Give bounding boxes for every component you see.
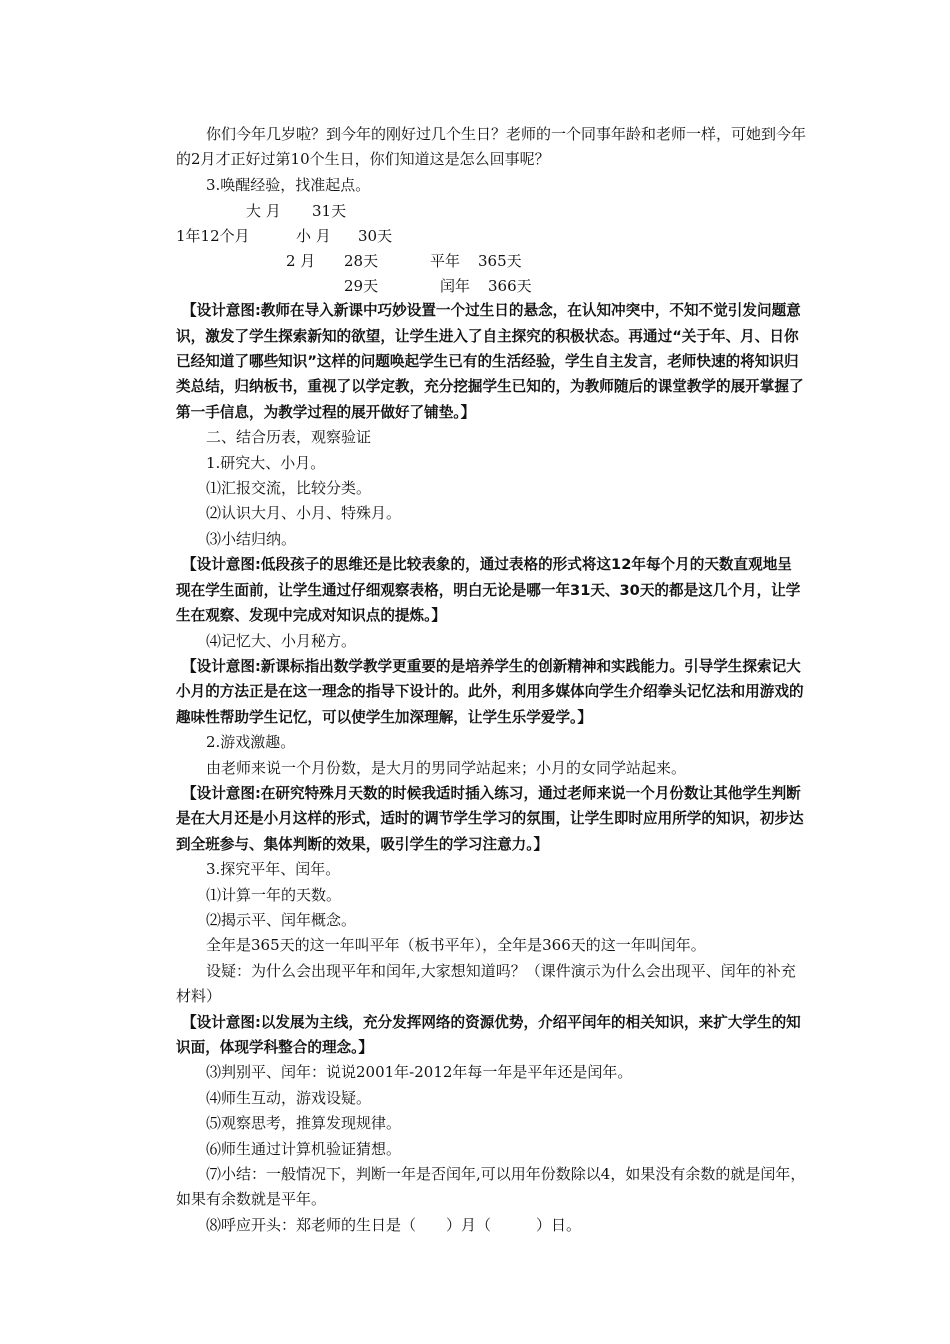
leap-year-label: 闰年: [440, 277, 471, 296]
common-year-days: 365天: [478, 252, 522, 271]
body-paragraph: 由老师来说一个月份数，是大月的男同学站起来；小月的女同学站起来。: [206, 758, 687, 777]
body-paragraph: ⑶判别平、闰年：说说2001年-2012年每一年是平年还是闰年。: [206, 1063, 633, 1082]
common-year-label: 平年: [430, 252, 461, 271]
body-paragraph: ⑷记忆大、小月秘方。: [206, 631, 357, 650]
body-paragraph: 1.研究大、小月。: [206, 453, 326, 472]
page-content: [176, 122, 806, 1238]
month-day-diagram: [176, 198, 806, 298]
small-month-days: 30天: [358, 227, 393, 246]
design-intent-paragraph: 【设计意图:教师在导入新课中巧妙设置一个过生日的悬念，在认知冲突中，不知不觉引发问题意识，激发了学生探索新知的欲望，让学生进入了自主探究的积极状态。再通过“关于年、月、日你已经知道了哪些知识”这样的问题唤起学生已有的生活经验，学生自主发言，老师快速的将知识归类总结，归纳板书，重视了以学定教，充分挖掘学生已知的，为教师随后的课堂教学的展开掌握了第一手信息，为教学过程的展开做好了铺垫。】: [176, 302, 804, 421]
body-paragraph: ⑴汇报交流，比较分类。: [206, 479, 372, 498]
body-paragraph: 3.探究平年、闰年。: [206, 860, 341, 879]
design-intent-paragraph: 【设计意图:在研究特殊月天数的时候我适时插入练习，通过老师来说一个月份数让其他学生判断是在大月还是小月这样的形式，适时的调节学生学习的氛围，让学生即时应用所学的知识，初步达到全班参与、集体判断的效果，吸引学生的学习注意力。】: [176, 784, 804, 853]
body-paragraph: ⑻呼应开头：郑老师的生日是（ ）月（ ）日。: [206, 1215, 582, 1234]
big-month-label: 大 月: [246, 202, 281, 221]
body-paragraph: ⑸观察思考，推算发现规律。: [206, 1114, 402, 1133]
section-heading: 3.唤醒经验，找准起点。: [206, 175, 371, 194]
body-paragraph: 全年是365天的这一年叫平年（板书平年），全年是366天的这一年叫闰年。: [206, 936, 706, 955]
body-paragraph: ⑷师生互动，游戏设疑。: [206, 1088, 372, 1107]
body-paragraph: ⑵认识大月、小月、特殊月。: [206, 504, 402, 523]
body-paragraph: ⑹师生通过计算机验证猜想。: [206, 1139, 402, 1158]
intro-paragraph: 你们今年几岁啦？到今年的刚好过几个生日？老师的一个同事年龄和老师一样，可她到今年的2月才正好过第10个生日，你们知道这是怎么回事呢？: [176, 125, 807, 169]
body-paragraph: 二、结合历表，观察验证: [206, 428, 372, 447]
body-paragraph: ⑴计算一年的天数。: [206, 885, 342, 904]
february-29-days: 29天: [344, 277, 379, 296]
leap-year-days: 366天: [488, 277, 532, 296]
february-label: 2 月: [286, 252, 316, 271]
design-intent-paragraph: 【设计意图:新课标指出数学教学更重要的是培养学生的创新精神和实践能力。引导学生探索记大小月的方法正是在这一理念的指导下设计的。此外，利用多媒体向学生介绍拳头记忆法和用游戏的趣味性帮助学生记忆，可以使学生加深理解，让学生乐学爱学。】: [176, 657, 804, 726]
february-28-days: 28天: [344, 252, 379, 271]
body-paragraph: ⑺小结：一般情况下，判断一年是否闰年,可以用年份数除以4，如果没有余数的就是闰年，如果有余数就是平年。: [176, 1165, 806, 1209]
year-months-label: 1年12个月: [176, 227, 250, 246]
design-intent-paragraph: 【设计意图:以发展为主线，充分发挥网络的资源优势，介绍平闰年的相关知识，来扩大学生的知识面，体现学科整合的理念。】: [176, 1013, 801, 1056]
body-paragraphs: [176, 298, 806, 1238]
body-paragraph: ⑵揭示平、闰年概念。: [206, 910, 357, 929]
small-month-label: 小 月: [296, 227, 331, 246]
design-intent-paragraph: 【设计意图:低段孩子的思维还是比较表象的，通过表格的形式将这12年每个月的天数直观地呈现在学生面前，让学生通过仔细观察表格，明白无论是哪一年31天、30天的都是这几个月，让学生在观察、发现中完成对知识点的提炼。】: [176, 556, 801, 625]
big-month-days: 31天: [312, 202, 347, 221]
body-paragraph: ⑶小结归纳。: [206, 529, 297, 548]
body-paragraph: 设疑：为什么会出现平年和闰年,大家想知道吗？（课件演示为什么会出现平、闰年的补充材料）: [176, 961, 796, 1006]
body-paragraph: 2.游戏激趣。: [206, 733, 296, 752]
